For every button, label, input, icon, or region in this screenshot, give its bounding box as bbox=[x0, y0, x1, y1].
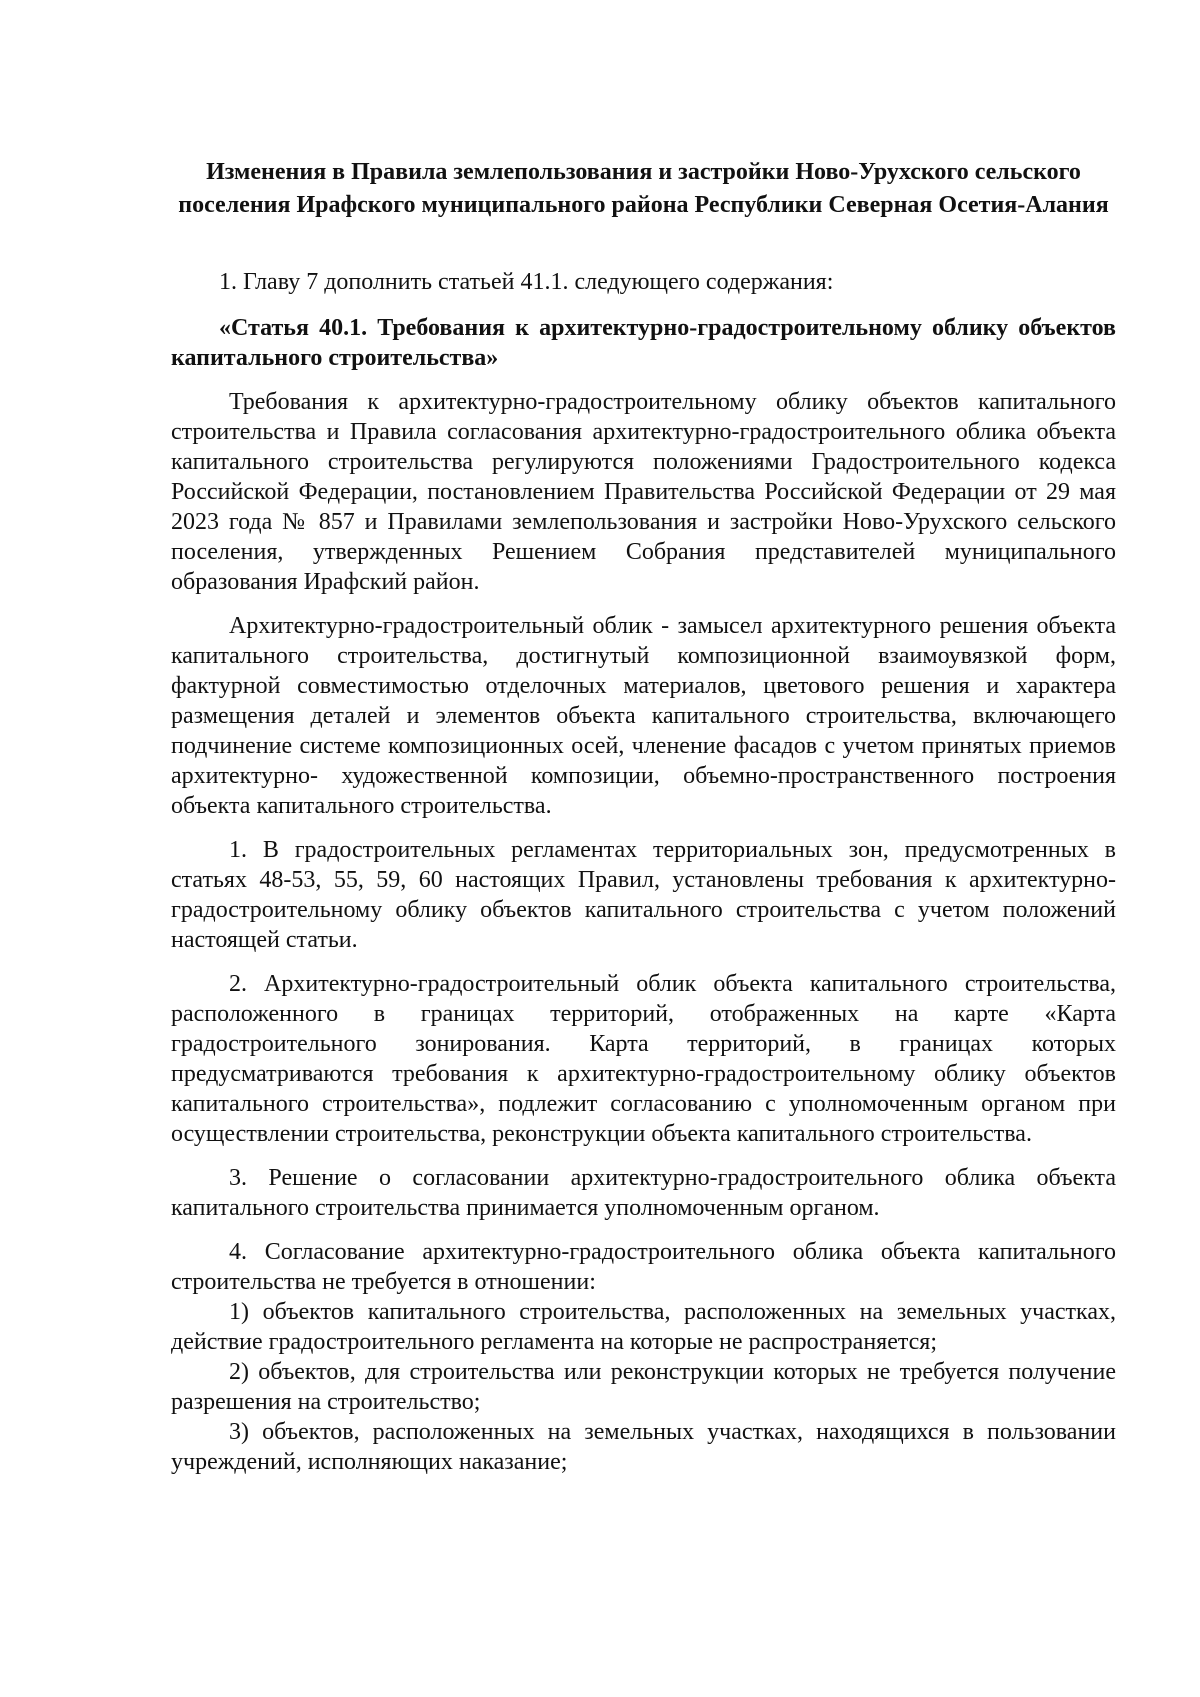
document-title-line-2: поселения Ирафского муниципального района Республики Северная Осетия-Алания bbox=[178, 192, 1109, 218]
document-title bbox=[171, 156, 1116, 222]
document-title-line-1: Изменения в Правила землепользования и застройки Ново-Урухского сельского bbox=[206, 159, 1081, 185]
paragraph-requirements: Требования к архитектурно-градостроительному облику объектов капитального строительства и Правила согласования архитектурно-градостроительного облика объекта капитального строительства регулируются положениями Градостроительного кодекса Российской Федерации, постановлением Правительства Российской Федерации от 29 мая 2023 года № 857 и Правилами землепользования и застройки Ново-Урухского сельского поселения, утвержденных Решением Собрания представителей муниципального образования Ирафский район. bbox=[171, 389, 1116, 595]
document-page bbox=[171, 156, 1116, 1477]
paragraph-item-3: 3. Решение о согласовании архитектурно-градостроительного облика объекта капитального строительства принимается уполномоченным органом. bbox=[171, 1165, 1116, 1221]
paragraph-item-1: 1. В градостроительных регламентах территориальных зон, предусмотренных в статьях 48-53, 55, 59, 60 настоящих Правил, установлены требования к архитектурно-градостроительному облику объектов капитального строительства с учетом положений настоящей статьи. bbox=[171, 837, 1116, 953]
subitem-2: 2) объектов, для строительства или реконструкции которых не требуется получение разрешения на строительство; bbox=[171, 1359, 1116, 1415]
amendment-instruction: 1. Главу 7 дополнить статьей 41.1. следующего содержания: bbox=[219, 269, 834, 295]
article-heading: «Статья 40.1. Требования к архитектурно-градостроительному облику объектов капитального строительства» bbox=[171, 315, 1116, 371]
paragraph-item-4: 4. Согласование архитектурно-градостроительного облика объекта капитального строительства не требуется в отношении: bbox=[171, 1239, 1116, 1295]
paragraph-definition: Архитектурно-градостроительный облик - замысел архитектурного решения объекта капитального строительства, достигнутый композиционной взаимоувязкой форм, фактурной совместимостью отделочных материалов, цветового решения и характера размещения деталей и элементов объекта капитального строительства, включающего подчинение системе композиционных осей, членение фасадов с учетом принятых приемов архитектурно- художественной композиции, объемно-пространственного построения объекта капитального строительства. bbox=[171, 613, 1116, 819]
paragraph-item-2: 2. Архитектурно-градостроительный облик объекта капитального строительства, расположенного в границах территорий, отображенных на карте «Карта градостроительного зонирования. Карта территорий, в границах которых предусматриваются требования к архитектурно-градостроительному облику объектов капитального строительства», подлежит согласованию с уполномоченным органом при осуществлении строительства, реконструкции объекта капитального строительства. bbox=[171, 971, 1116, 1147]
subitem-1: 1) объектов капитального строительства, расположенных на земельных участках, действие градостроительного регламента на которые не распространяется; bbox=[171, 1299, 1116, 1355]
subitem-3: 3) объектов, расположенных на земельных участках, находящихся в пользовании учреждений, исполняющих наказание; bbox=[171, 1419, 1116, 1475]
